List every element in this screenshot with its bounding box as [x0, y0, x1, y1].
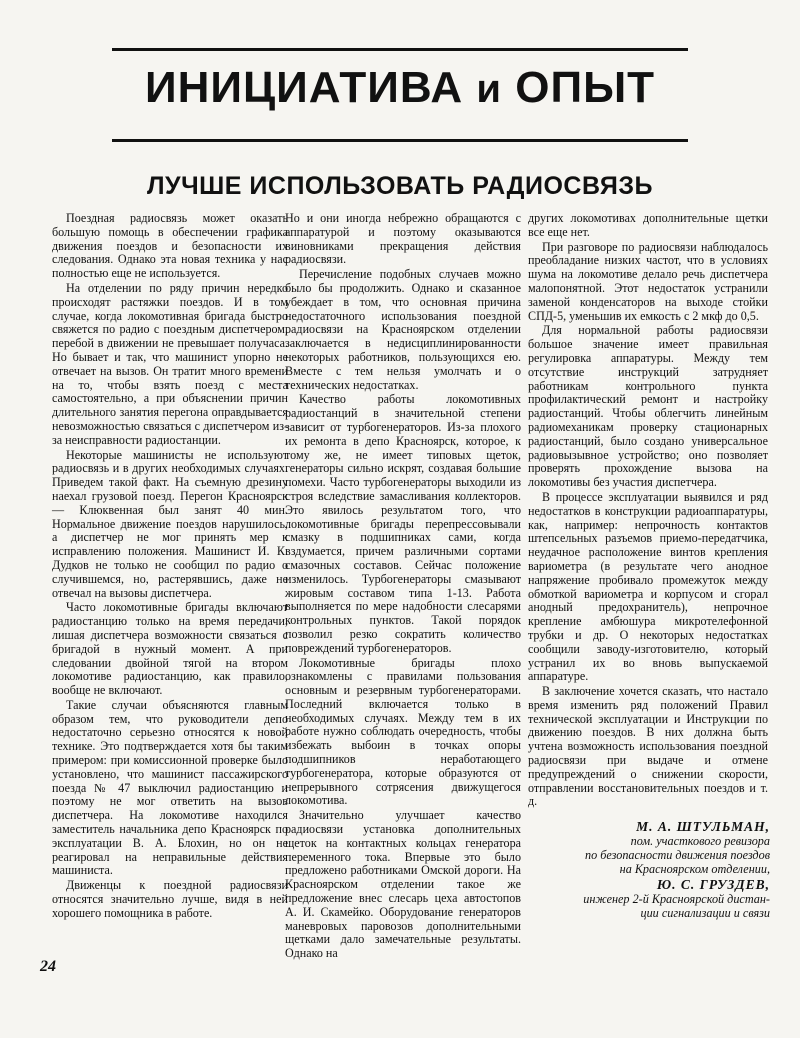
- article-paragraph: Но и они иногда небрежно обращаются с аппаратурой и поэтому оказываются виновниками прекращения действия радиосвязи.: [285, 211, 521, 267]
- rubric-title: [112, 58, 688, 118]
- author-position: по безопасности движения поездов: [585, 848, 770, 862]
- article-paragraph: Поездная радиосвязь может оказать большую помощь в обеспечении графика движения поездов и безопасности их следования. Однако эта новая техника у нас полностью еще не используется.: [52, 211, 288, 281]
- rubric-title-part2: ОПЫТ: [515, 63, 656, 112]
- article-paragraph: Часто локомотивные бригады включают радиостанцию только на время передачи, лишая диспетчера возможности связаться с бригадой в нужный момент. А при следовании двойной тягой на втором локомотиве радиостанцию, как правило, вообще не включают.: [52, 600, 288, 698]
- author-position: пом. участкового ревизора: [630, 834, 770, 848]
- article-paragraph: других локомотивах дополнительные щетки все еще нет.: [528, 211, 768, 239]
- author-name: М. А. ШТУЛЬМАН,: [636, 819, 770, 834]
- text-column-3: [528, 211, 768, 809]
- author-name: Ю. С. ГРУЗДЕВ,: [656, 877, 770, 892]
- text-column-2: [285, 211, 521, 961]
- author-position: инженер 2-й Красноярской дистан-: [583, 892, 770, 906]
- article-paragraph: Для нормальной работы радиосвязи большое значение имеет правильная регулировка аппаратуры. Между тем отсутствие инструкций затрудняет работникам контрольного пункта профилактический ремонт и настройку радиостанций. Чтобы облегчить линейным радиомеханикам проверку стационарных радиостанций, было создано универсальное радиовызывное устройство; оно позволяет проверять прохождение вызова на локомотивы без участия диспетчера.: [528, 323, 768, 490]
- author-position: ции сигнализации и связи: [640, 906, 770, 920]
- article-paragraph: Локомотивные бригады плохо ознакомлены с правилами пользования основным и резервным турбогенераторами. Последний включается только в необходимых случаях. Между тем в их работе нужно соблюдать очередность, чтобы избежать выбоин в точках опоры подшипников неработающего турбогенератора, которые образуются от непрерывного сотрясения движущегося локомотива.: [285, 655, 521, 808]
- author-signature: [520, 878, 770, 920]
- article-paragraph: На отделении по ряду причин нередко происходят растяжки поездов. И в том случае, когда локомотивная бригада быстро свяжется по радио с поездным диспетчером, перебой в движении не превышает получаса. Но бывает и так, что машинист упорно не отвечает на вызов. Он тратит много времени на то, чтобы взять поезд с места самостоятельно, а при объяснении причин длительного занятия перегона оправдывается невозможностью связаться с диспетчером из-за неисправности радиостанции.: [52, 280, 288, 447]
- article-paragraph: Значительно улучшает качество радиосвязи установка дополнительных щеток на контактных кольцах генератора переменного тока. Впервые это было предложено работниками Омской дороги. На Красноярском отделении такое же предложение внес слесарь цеха автостопов А. И. Скамейко. Оборудование генераторов маневровых паровозов дополнительными щетками дало замечательные результаты. Однако на: [285, 808, 521, 961]
- article-paragraph: В процессе эксплуатации выявился и ряд недостатков в конструкции радиоаппаратуры, как, например: непрочность контактов штепсельных разъемов приемо-передатчика, неудачное расположение винтов крепления вариометра (в результате чего анодное напряжение пробивало промежуток между обмоткой вариометра и корпусом и сгорал анодный предохранитель), непрочное крепление амбюшура микротелефонной трубки и др. О некоторых недостатках сообщили заводу-изготовителю, который устранил их во вновь выпускаемой аппаратуре.: [528, 489, 768, 684]
- article-paragraph: Качество работы локомотивных радиостанций в значительной степени зависит от турбогенераторов. Из-за плохого их ремонта в депо Красноярск, которое, к тому же, не имеет типовых щеток, генераторы сильно искрят, создавая большие помехи. Часто турбогенераторы выходили из строя вследствие замасливания коллекторов. Это явилось результатом того, что локомотивные бригады перепрессовывали смазку в подшипниках сами, когда вздумается, причем различными сортами смазочных составов. Сейчас положение изменилось. Турбогенераторы смазывают жировым составом типа 1-13. Работа выполняется по мере надобности слесарями контрольных пунктов. Такой порядок позволил резко сократить количество повреждений турбогенераторов.: [285, 392, 521, 655]
- rubric-title-conjunction: и: [476, 67, 503, 111]
- text-column-1: [52, 212, 288, 954]
- page-number: 24: [40, 958, 56, 975]
- article-paragraph: При разговоре по радиосвязи наблюдалось преобладание низких частот, что в условиях шума на локомотиве делало речь диспетчера малопонятной. Этот недостаток устранили заменой конденсаторов на выходе стойки СПД-5, уменьшив их емкость с 2 мкф до 0,5.: [528, 239, 768, 323]
- article-paragraph: Движенцы к поездной радиосвязи относятся значительно лучше, видя в ней хорошего помощника в работе.: [52, 878, 288, 920]
- article-paragraph: Перечисление подобных случаев можно было бы продолжить. Однако и сказанное убеждает в том, что основная причина недостаточного использования поездной радиосвязи на Красноярском отделении заключается в недисциплинированности некоторых работников, пользующихся ею. Вместе с тем нельзя умолчать и о технических недостатках.: [285, 267, 521, 392]
- article-paragraph: Некоторые машинисты не используют радиосвязь и в других необходимых случаях. Приведем такой факт. На съемную дрезину наехал грузовой поезд. Перегон Красноярск — Клюквенная был занят 40 мин. Нормальное движение поездов нарушилось, а диспетчер не мог принять мер к исправлению положения. Машинист И. К. Дудков не только не сообщил по радио о случившемся, но, растерявшись, даже не отвечал на вызовы диспетчера.: [52, 447, 288, 600]
- author-position: на Красноярском отделении,: [619, 862, 770, 876]
- article-paragraph: Такие случаи объясняются главным образом тем, что руководители депо недостаточно серьезно относятся к новой технике. Это подтверждается хотя бы таким примером: при комиссионной проверке было установлено, что машинист пассажирского поезда № 47 выключил радиостанцию и поэтому не мог ответить на вызов диспетчера. На локомотиве находился заместитель начальника депо Красноярск по эксплуатации В. А. Блохин, но он не реагировал на неправильные действия машиниста.: [52, 697, 288, 878]
- author-signature: [520, 820, 770, 876]
- article-paragraph: В заключение хочется сказать, что настало время изменить ряд положений Правил технической эксплуатации и Инструкции по движению поездов. В них должна быть учтена возможность использования поездной радиосвязи при выдаче и отмене предупреждений о снижении скорости, отправлении восстановительных поездов и т. д.: [528, 684, 768, 809]
- rubric-title-part1: ИНИЦИАТИВА: [144, 63, 464, 112]
- article-title: ЛУЧШЕ ИСПОЛЬЗОВАТЬ РАДИОСВЯЗЬ: [147, 172, 653, 200]
